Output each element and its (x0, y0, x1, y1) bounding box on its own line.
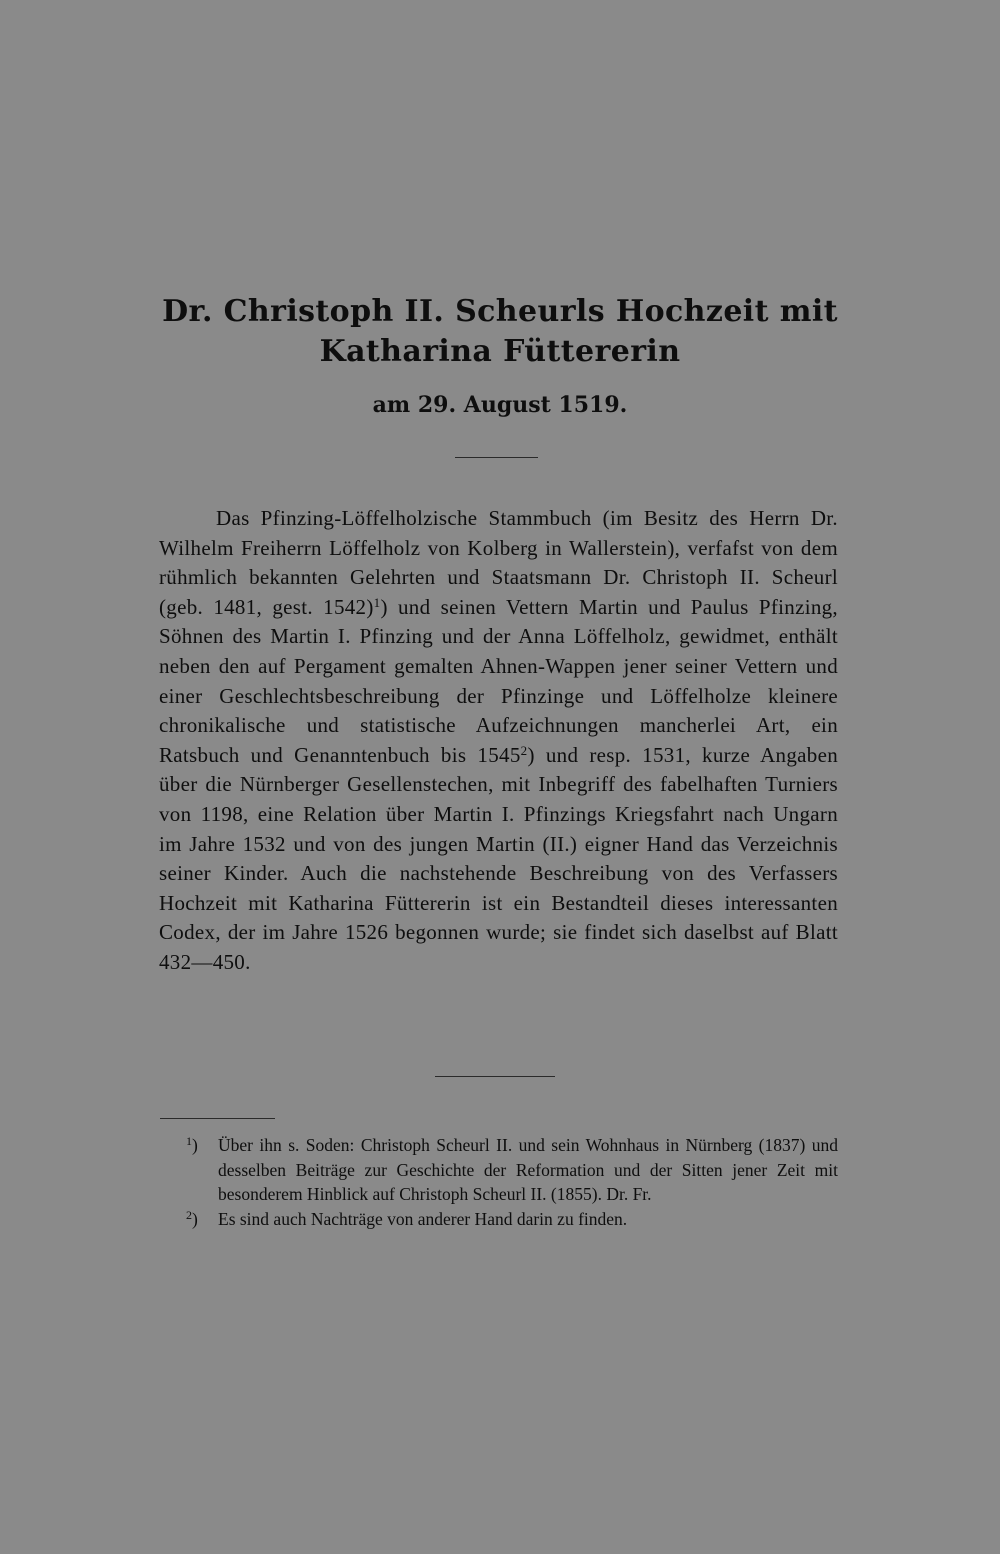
body-text-part-1: Das Pfinzing-Löffelholzische Stammbuch (im Besitz des Herrn Dr. Wilhelm Freiherrn Löffelholz von Kolberg in Wallerstein), verfafst von dem rühmlich bekannten Gelehrten und Staatsmann Dr. Christoph II. Scheurl (geb. 1481, gest. 1542) (159, 506, 838, 619)
footnote-separator (160, 1118, 275, 1119)
body-paragraph (159, 504, 838, 978)
footnote-mark-number: 2 (186, 1207, 192, 1222)
footnote-text: Über ihn s. Soden: Christoph Scheurl II. und sein Wohnhaus in Nürnberg (1837) und desselben Beiträge zur Geschichte der Reformation und der Sitten jener Zeit mit besonderem Hinblick auf Christoph Scheurl II. (1855). Dr. Fr. (218, 1135, 838, 1204)
footnote-2 (186, 1207, 838, 1232)
title-line-2: Katharina Füttererin (319, 334, 681, 369)
subtitle-date: am 29. August 1519. (372, 392, 628, 418)
title-divider (455, 457, 538, 458)
footnote-mark-1: $^1$) (186, 1134, 198, 1155)
footnote-mark-2: $^2$) (186, 1207, 198, 1229)
body-text-part-3: ) und resp. 1531, kurze Angaben über die Nürnberger Gesellenstechen, mit Inbegriff des fabelhaften Turniers von 1198, eine Relation über Martin I. Pfinzings Kriegsfahrt nach Ungarn im Jahre 1532 und von des jungen Martin (II.) eigner Hand das Verzeichnis seiner Kinder. Auch die nachstehende Beschreibung von des Verfassers Hochzeit mit Katharina Füttererin ist ein Bestandteil dieses interessanten Codex, der im Jahre 1526 begonnen wurde; sie findet sich daselbst auf Blatt 432—450. (159, 742, 838, 974)
footnote-mark-number: 1 (186, 1134, 192, 1148)
footnote-1 (186, 1133, 838, 1207)
footnote-ref-2: 2 (520, 742, 528, 758)
body-text-part-2: ) und seinen Vettern Martin und Paulus Pfinzing, Söhnen des Martin I. Pfinzing und der Anna Löffelholz, gewidmet, enthält neben den auf Pergament gemalten Ahnen-Wappen jener seiner Vettern und einer Geschlechtsbeschreibung der Pfinzinge und Löffelholze kleinere chronikalische und statistische Aufzeichnungen mancherlei Art, ein Ratsbuch und Genanntenbuch bis 1545 (159, 594, 838, 767)
title-line-1: Dr. Christoph II. Scheurls Hochzeit mit (162, 294, 838, 329)
footnotes (186, 1133, 838, 1231)
page-title (0, 292, 1000, 372)
section-divider (435, 1076, 555, 1077)
footnote-text: Es sind auch Nachträge von anderer Hand darin zu finden. (218, 1208, 628, 1229)
footnote-ref-1: 1 (373, 594, 381, 610)
